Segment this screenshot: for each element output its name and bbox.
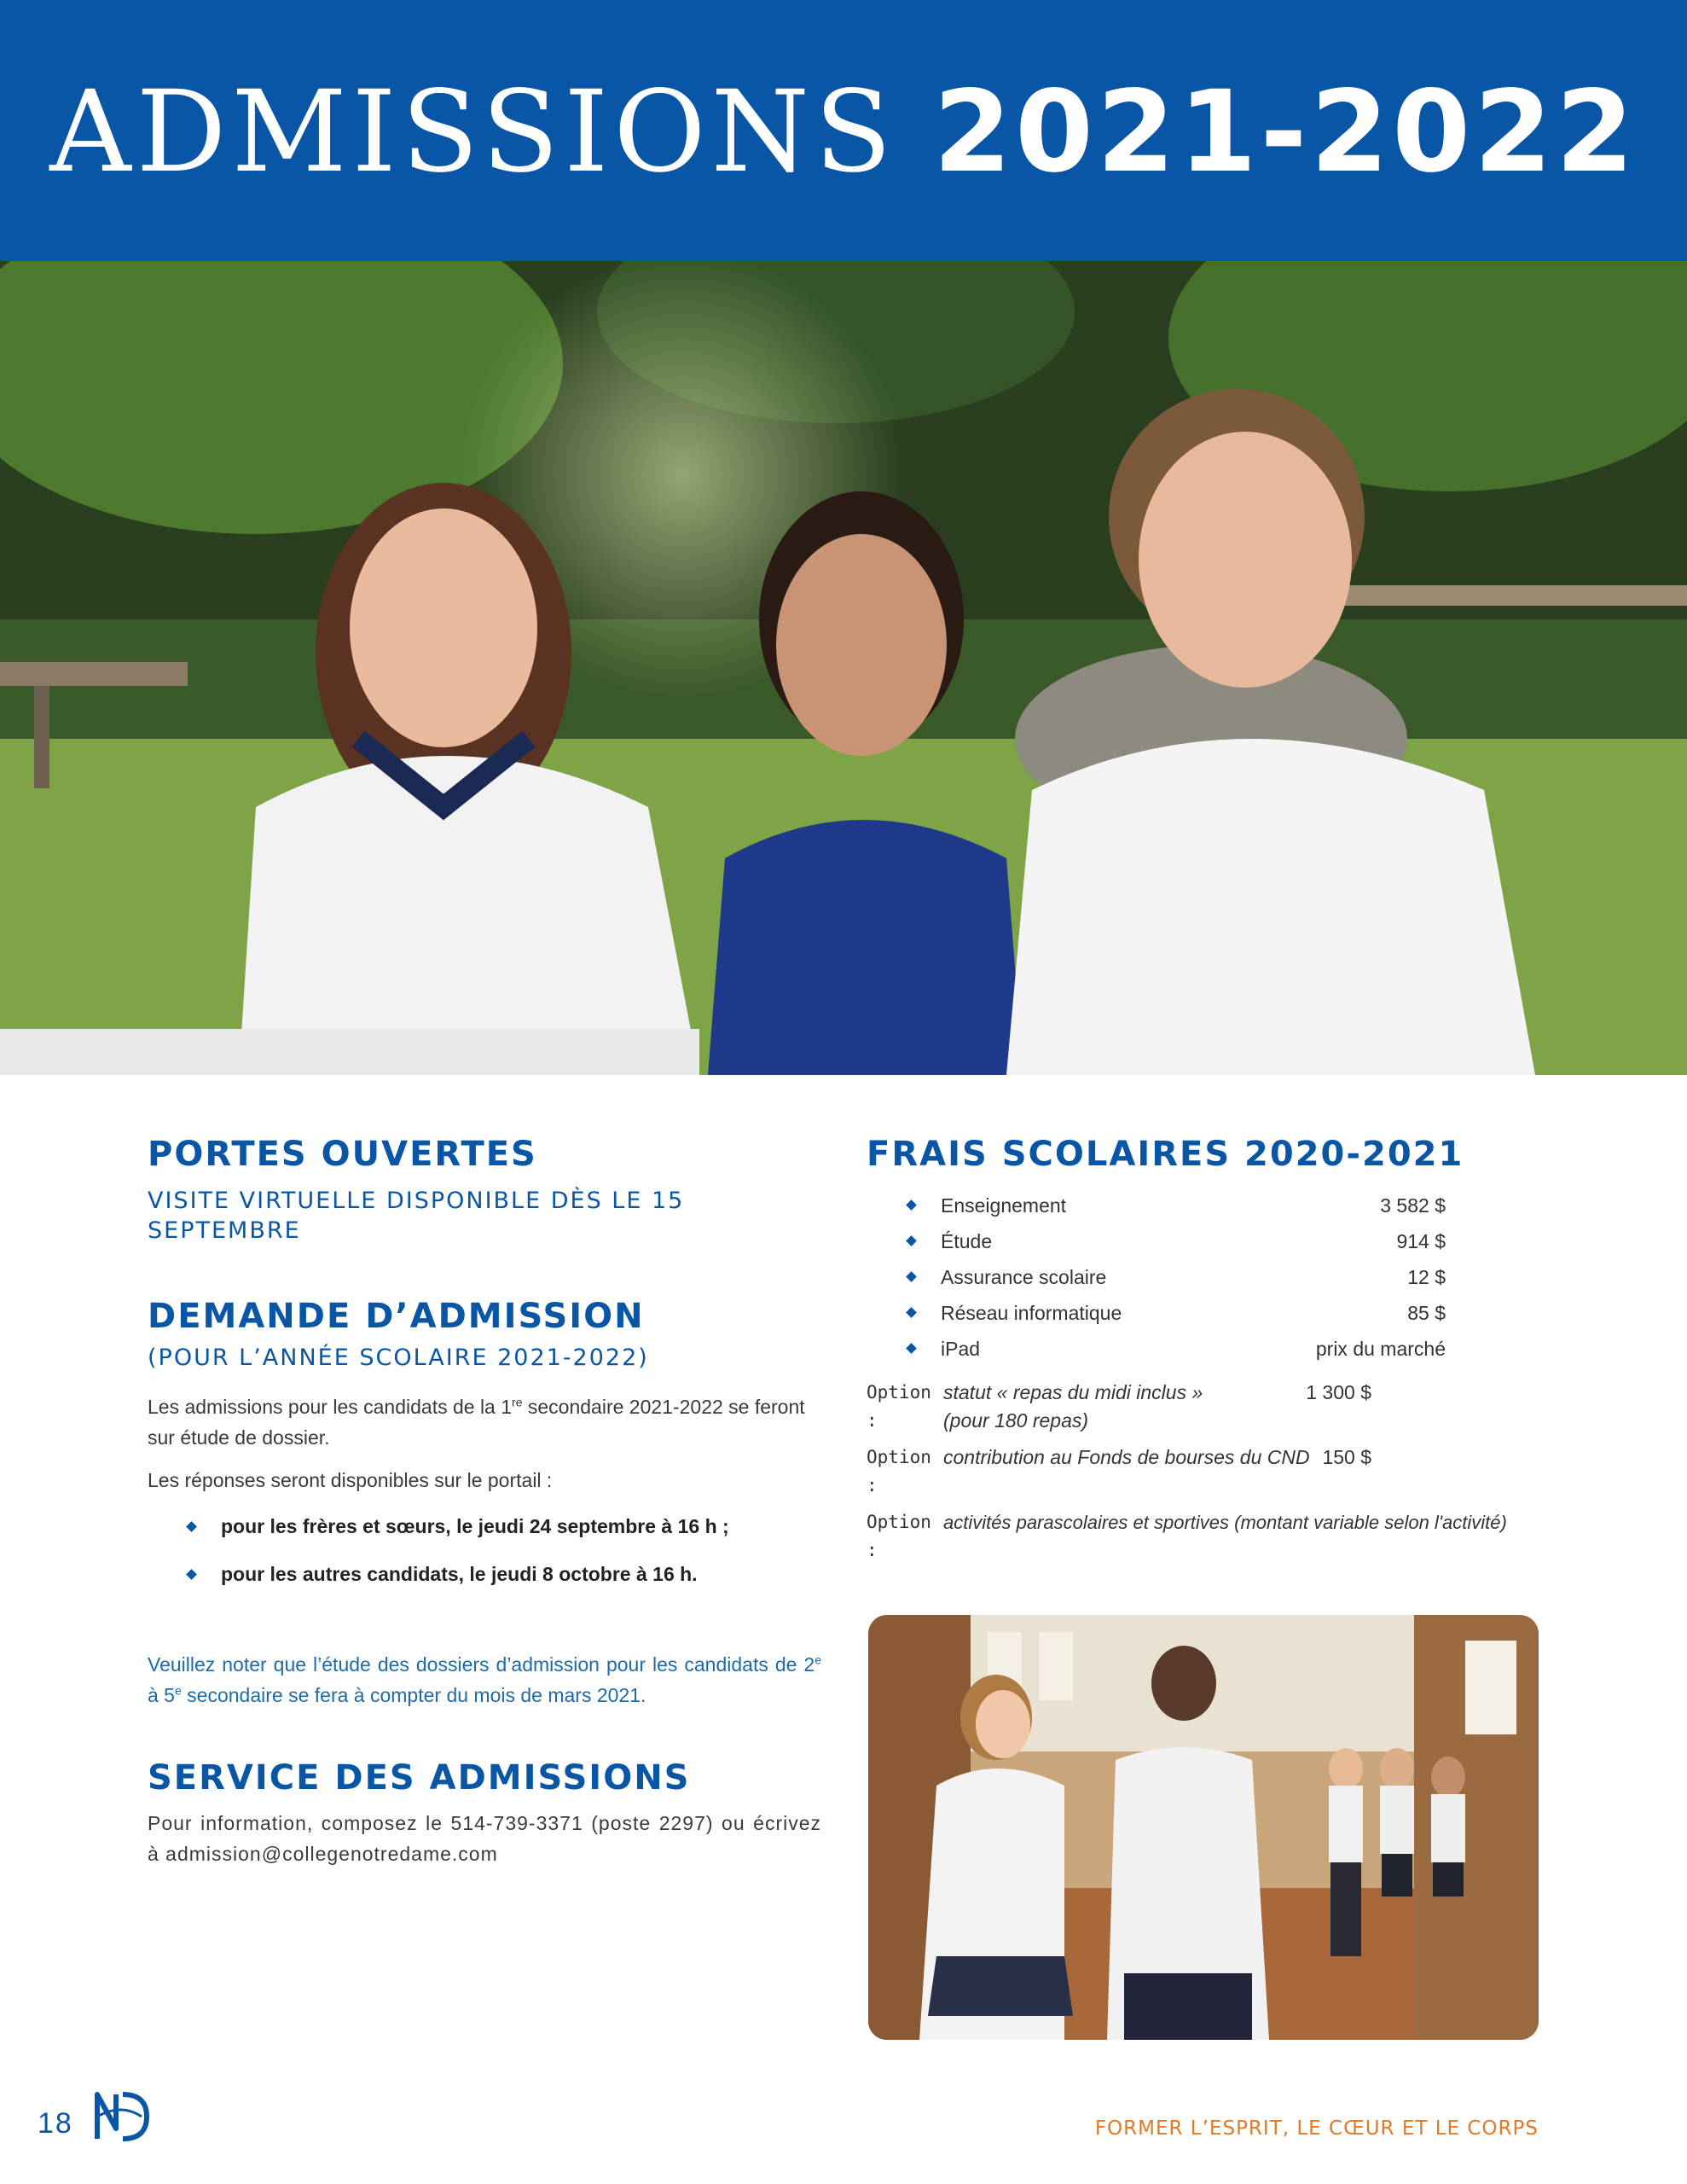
fee-row-etude [867, 1223, 1446, 1259]
option-label: Option : [867, 1382, 931, 1431]
left-column [148, 1135, 821, 1869]
list-item: pour les frères et sœurs, le jeudi 24 septembre à 16 h ; [148, 1511, 821, 1542]
right-column [867, 1135, 1540, 1565]
option-text: statut « repas du midi inclus » [943, 1381, 1203, 1403]
option-text-wrap [943, 1379, 1203, 1435]
virtual-visit-subheading: VISITE VIRTUELLE DISPONIBLE DÈS LE 15 SEPTEMBRE [148, 1188, 685, 1245]
fee-label: Réseau informatique [941, 1302, 1122, 1324]
fee-label: Assurance scolaire [941, 1266, 1107, 1288]
demande-admission-heading: DEMANDE D’ADMISSION [148, 1297, 645, 1337]
option-label: Option : [867, 1447, 931, 1496]
option-amount: 1 300 $ [1306, 1381, 1371, 1403]
fee-amount: prix du marché [1315, 1338, 1446, 1360]
fees-heading: FRAIS SCOLAIRES 2020-2021 [867, 1135, 1464, 1174]
note-sup2: e [174, 1683, 182, 1698]
hallway-photo [868, 1615, 1539, 2040]
fees-list [867, 1188, 1540, 1367]
fee-amount: 12 $ [1407, 1266, 1446, 1288]
fee-label: iPad [941, 1338, 981, 1360]
contact-paragraph: Pour information, composez le 514-739-3371 (poste 2297) ou écrivez à admission@collegenotredame.com [148, 1812, 821, 1866]
note-c: secondaire se fera à compter du mois de mars 2021. [181, 1684, 646, 1707]
responses-paragraph: Les réponses seront disponibles sur le portail : [148, 1469, 553, 1492]
option-row-activites [867, 1508, 1540, 1565]
portes-ouvertes-heading: PORTES OUVERTES [148, 1135, 537, 1174]
option-text-2: (pour 180 repas) [943, 1409, 1089, 1432]
note-a: Veuillez noter que l’étude des dossiers d’admission pour les candidats de 2 [148, 1653, 815, 1676]
options-block [867, 1379, 1507, 1565]
note-sup1: e [815, 1653, 821, 1667]
page-number: 18 [38, 2107, 73, 2140]
list-item: pour les autres candidats, le jeudi 8 octobre à 16 h. [148, 1559, 821, 1589]
fee-label: Enseignement [941, 1194, 1067, 1217]
title-part-years: 2021-2022 [933, 67, 1638, 198]
admission-paragraph [148, 1391, 821, 1453]
note-paragraph [148, 1649, 821, 1711]
students-hallway-photo-icon [868, 1615, 1539, 2040]
option-row-bourses [867, 1443, 1371, 1500]
logo-mark [90, 2086, 152, 2146]
fee-label: Étude [941, 1230, 993, 1252]
hero-photo [0, 261, 1687, 1075]
service-admissions-heading: SERVICE DES ADMISSIONS [148, 1758, 691, 1798]
fee-row-ipad [867, 1331, 1446, 1367]
title-part-admissions: ADMISSIONS [49, 67, 897, 198]
students-outdoor-photo-icon [0, 261, 1687, 1075]
fee-row-reseau [867, 1295, 1446, 1331]
fee-row-assurance [867, 1259, 1446, 1295]
admission-paragraph-a: Les admissions pour les candidats de la 1 [148, 1396, 513, 1419]
fee-amount: 914 $ [1396, 1230, 1446, 1252]
option-label: Option : [867, 1512, 931, 1560]
school-year-subheading: (POUR L’ANNÉE SCOLAIRE 2021-2022) [148, 1345, 649, 1372]
option-text: activités parascolaires et sportives (montant variable selon l'activité) [943, 1512, 1507, 1533]
admission-paragraph-sup: re [512, 1395, 523, 1409]
note-b: à 5 [148, 1684, 175, 1707]
fee-row-enseignement [867, 1188, 1446, 1223]
header-banner [0, 0, 1687, 261]
option-row-lunch [867, 1379, 1371, 1435]
option-text: contribution au Fonds de bourses du CND [943, 1446, 1310, 1468]
admission-paragraph-b: secondaire 2021-2022 se feront sur étude de dossier. [148, 1396, 805, 1449]
option-amount: 150 $ [1322, 1446, 1371, 1468]
fee-amount: 3 582 $ [1380, 1194, 1446, 1217]
response-dates-list [148, 1511, 821, 1589]
footer-slogan: FORMER L’ESPRIT, LE CŒUR ET LE CORPS [1094, 2117, 1539, 2140]
page-title [49, 67, 1638, 198]
fee-amount: 85 $ [1407, 1302, 1446, 1324]
college-nd-logo-icon [90, 2086, 152, 2150]
